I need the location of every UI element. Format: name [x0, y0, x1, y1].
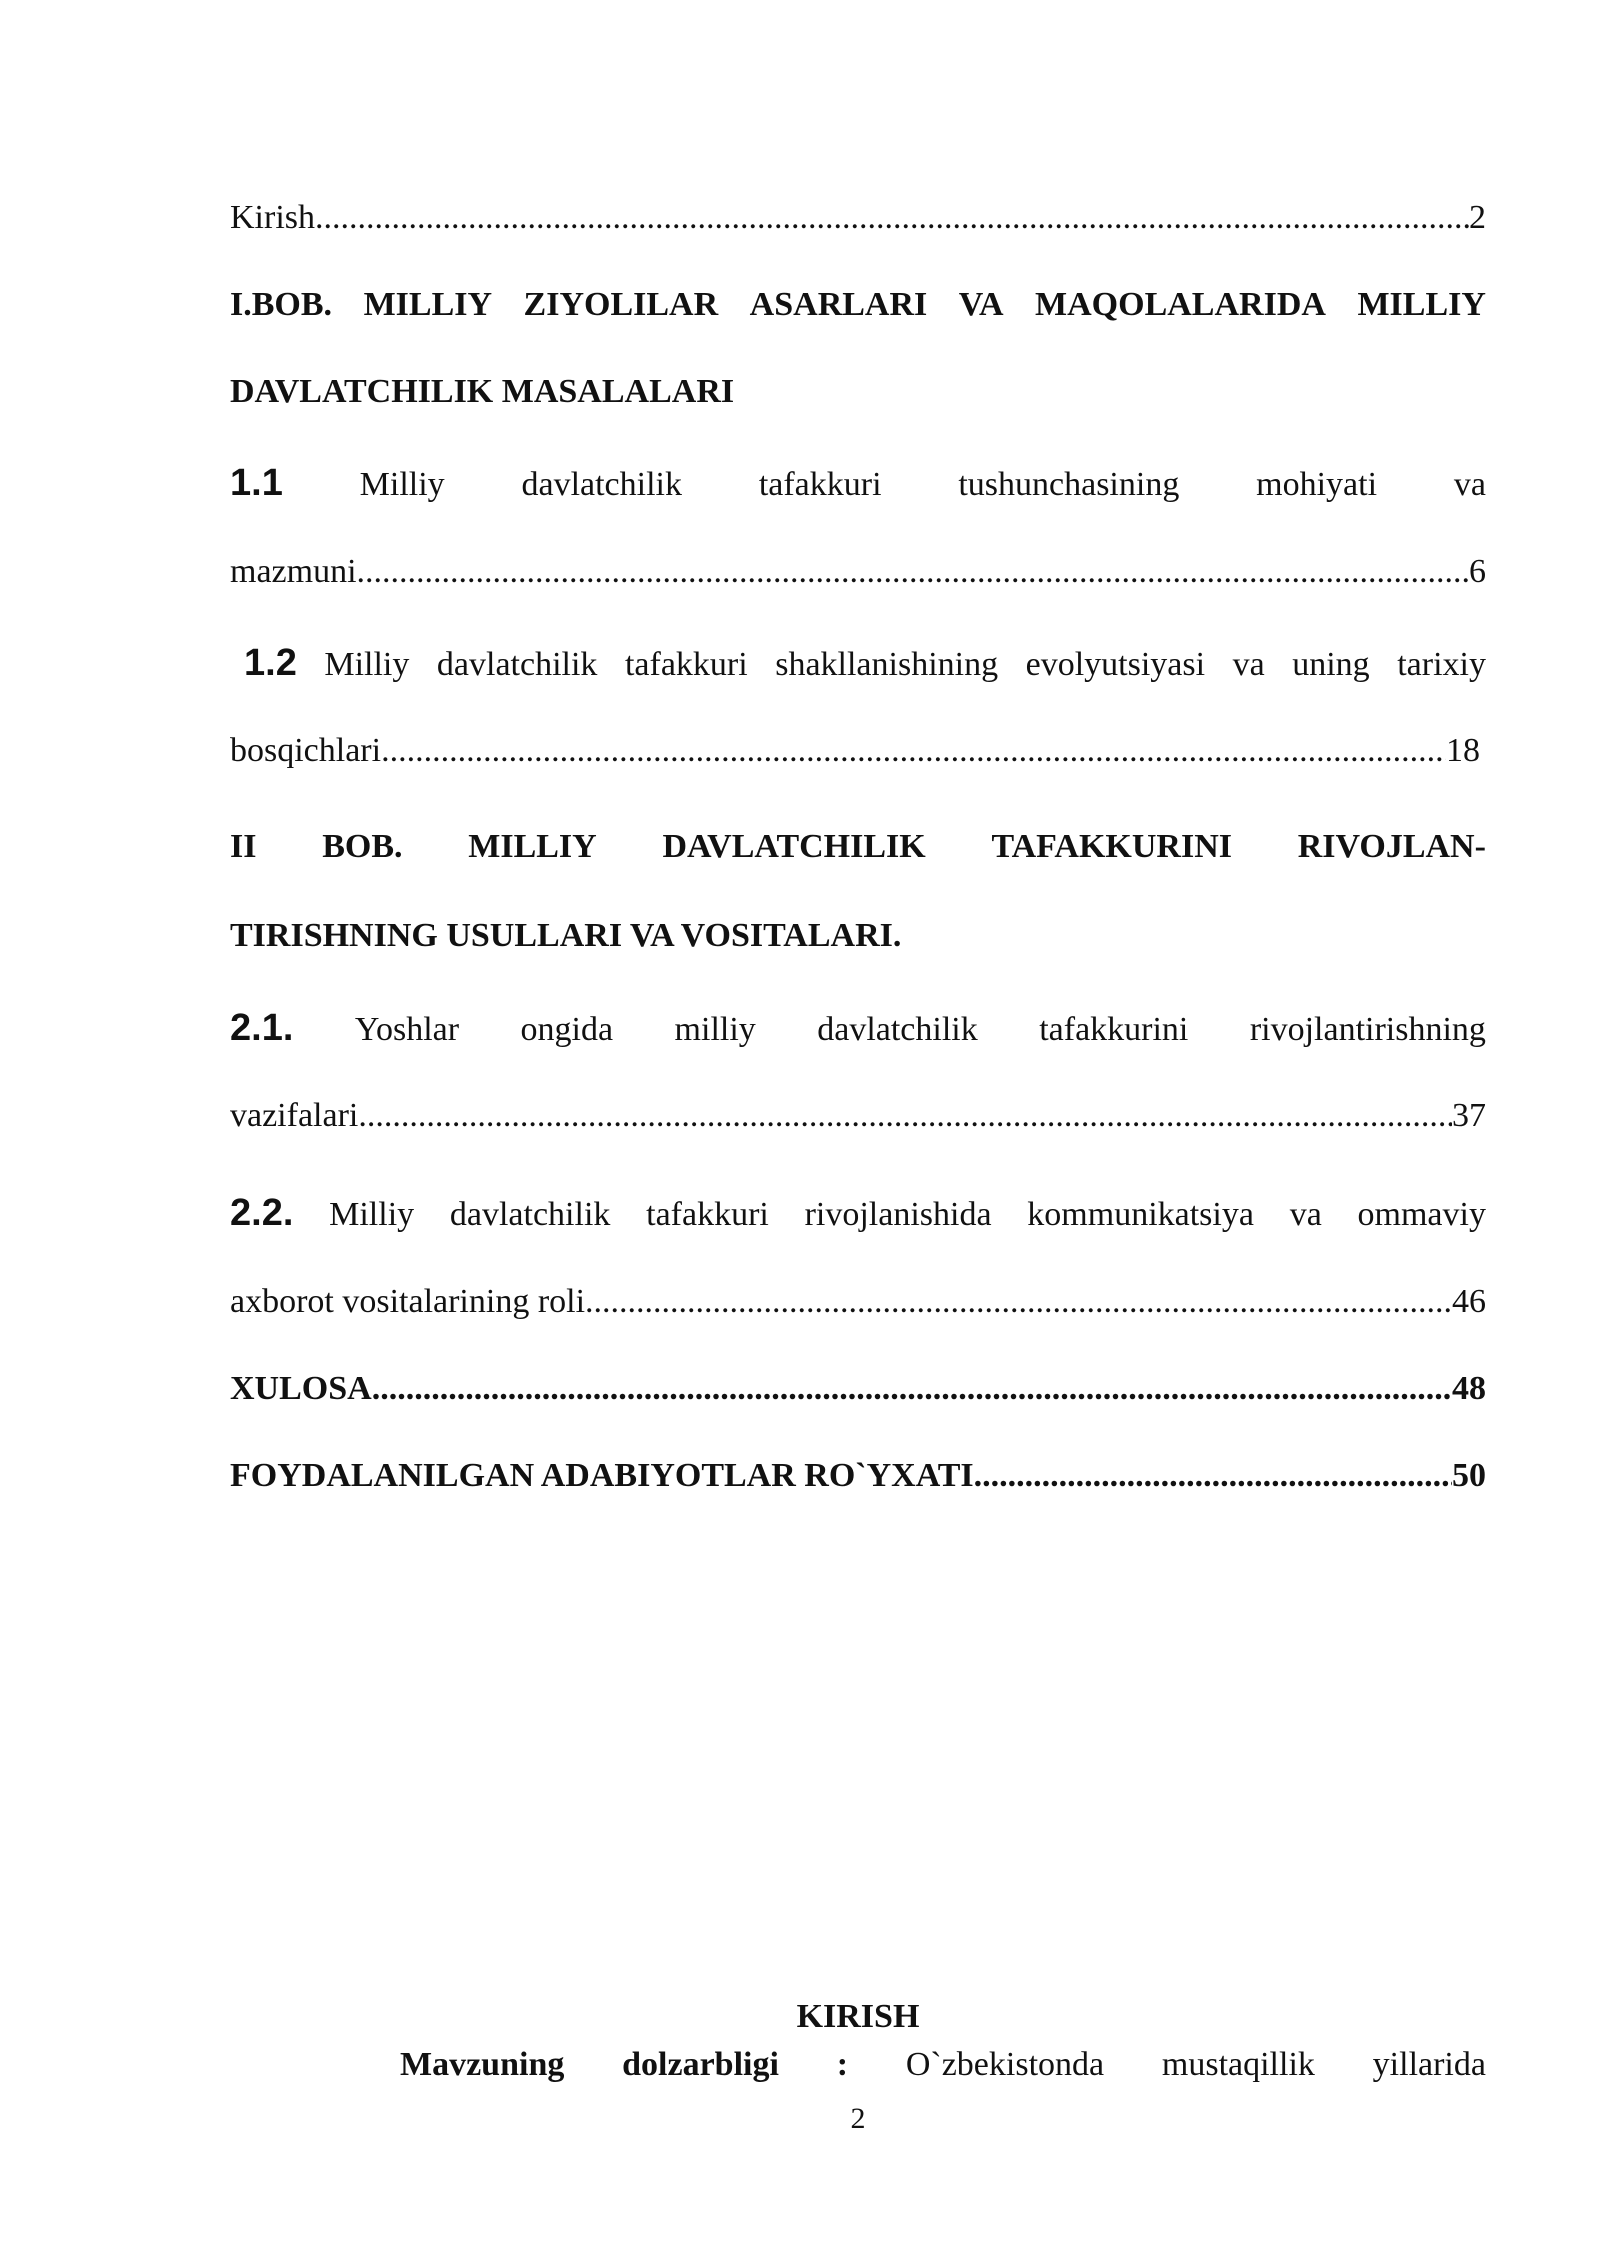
intro-word: dolzarbligi [622, 2046, 779, 2083]
toc-entry-label: bosqichlari [230, 732, 382, 769]
toc-page-number: 48 [1452, 1370, 1486, 1407]
toc-entry-label: XULOSA [230, 1370, 372, 1407]
section-word: kommunikatsiya [1027, 1196, 1254, 1233]
section-word: tarixiy [1397, 646, 1486, 683]
toc-entry-label: Kirish [230, 199, 315, 236]
title-word: TAFAKKURINI [991, 828, 1232, 865]
section-word: tafakkuri [646, 1196, 769, 1233]
section-number: 1.2 [244, 642, 297, 684]
toc-entry-label: vazifalari [230, 1097, 359, 1134]
section-word: evolyutsiyasi [1025, 646, 1206, 683]
toc-chapter-2-title-cont: TIRISHNING USULLARI VA VOSITALARI. [230, 917, 902, 954]
title-word: MILLIY [363, 286, 493, 323]
dot-leader [585, 1280, 1452, 1324]
toc-section-1-2[interactable] [244, 641, 1486, 687]
toc-section-1-1[interactable] [230, 461, 1486, 507]
toc-entry-label: FOYDALANILGAN ADABIYOTLAR RO`YXATI [230, 1457, 974, 1494]
title-word: ASARLARI [749, 286, 928, 323]
section-word: ommaviy [1357, 1196, 1486, 1233]
toc-section-2-2-cont[interactable] [230, 1280, 1486, 1324]
toc-chapter-1-title[interactable] [230, 283, 1486, 327]
section-word: milliy [674, 1011, 756, 1048]
toc-page-number: 18 [1446, 732, 1480, 769]
section-word: mohiyati [1256, 466, 1378, 503]
title-word: DAVLATCHILIK [662, 828, 926, 865]
page-number: 2 [850, 2102, 866, 2135]
toc-entry-label: axborot vositalarining roli [230, 1283, 586, 1320]
intro-word: yillarida [1372, 2046, 1486, 2083]
section-word: davlatchilik [449, 1196, 611, 1233]
section-word: rivojlanishida [804, 1196, 992, 1233]
intro-word: : [836, 2046, 849, 2083]
dot-leader [381, 729, 1446, 773]
section-word: Yoshlar [354, 1011, 460, 1048]
section-word: va [1232, 646, 1265, 683]
section-word: rivojlantirishning [1249, 1011, 1486, 1048]
section-word: shakllanishining [775, 646, 999, 683]
section-word: ongida [520, 1011, 614, 1048]
title-word: MILLIY [1357, 286, 1486, 323]
section-number: 1.1 [230, 462, 283, 504]
section-word: tafakkurini [1039, 1011, 1189, 1048]
toc-page-number: 2 [1469, 199, 1486, 236]
section-word: va [1289, 1196, 1322, 1233]
section-word: davlatchilik [817, 1011, 978, 1048]
section-word: davlatchilik [521, 466, 682, 503]
section-word: Milliy [359, 466, 445, 503]
section-word: Milliy [329, 1196, 415, 1233]
toc-section-2-1[interactable] [230, 1006, 1486, 1052]
toc-entry-kirish[interactable] [230, 196, 1486, 240]
title-word: RIVOJLAN- [1297, 828, 1486, 865]
toc-chapter-2-title[interactable] [230, 825, 1486, 869]
section-number: 2.1. [230, 1007, 294, 1049]
dot-leader [357, 550, 1469, 594]
toc-section-1-2-cont[interactable] [230, 729, 1480, 773]
toc-page-number: 37 [1452, 1097, 1486, 1134]
section-word: uning [1292, 646, 1370, 683]
dot-leader [974, 1454, 1452, 1498]
intro-word: O`zbekistonda [905, 2046, 1105, 2083]
title-word: ZIYOLILAR [523, 286, 719, 323]
toc-section-1-1-cont[interactable] [230, 550, 1486, 594]
toc-entry-label: mazmuni [230, 553, 357, 590]
intro-first-line [400, 2043, 1486, 2087]
title-word: II [230, 828, 257, 865]
toc-page-number: 6 [1469, 553, 1486, 590]
toc-page-number: 46 [1452, 1283, 1486, 1320]
title-word: I.BOB. [230, 286, 333, 323]
toc-chapter-1-title-cont: DAVLATCHILIK MASALALARI [230, 373, 735, 410]
title-word: BOB. [322, 828, 403, 865]
intro-word: mustaqillik [1161, 2046, 1315, 2083]
intro-word: Mavzuning [400, 2046, 565, 2083]
section-word: Milliy [324, 646, 410, 683]
toc-section-2-2[interactable] [230, 1191, 1486, 1237]
section-word: davlatchilik [436, 646, 598, 683]
title-word: MILLIY [468, 828, 597, 865]
title-word: VA [958, 286, 1004, 323]
toc-entry-xulosa[interactable] [230, 1367, 1486, 1411]
section-word: tushunchasining [958, 466, 1180, 503]
title-word: MAQOLALARIDA [1035, 286, 1326, 323]
section-word: tafakkuri [758, 466, 882, 503]
section-word: tafakkuri [624, 646, 748, 683]
section-word: va [1453, 466, 1486, 503]
toc-section-2-1-cont[interactable] [230, 1094, 1486, 1138]
intro-heading: KIRISH [796, 1998, 920, 2035]
dot-leader [358, 1094, 1452, 1138]
toc-page-number: 50 [1452, 1457, 1486, 1494]
toc-entry-adabiyotlar[interactable] [230, 1454, 1486, 1498]
dot-leader [315, 196, 1469, 240]
dot-leader [372, 1367, 1452, 1411]
section-number: 2.2. [230, 1192, 294, 1234]
